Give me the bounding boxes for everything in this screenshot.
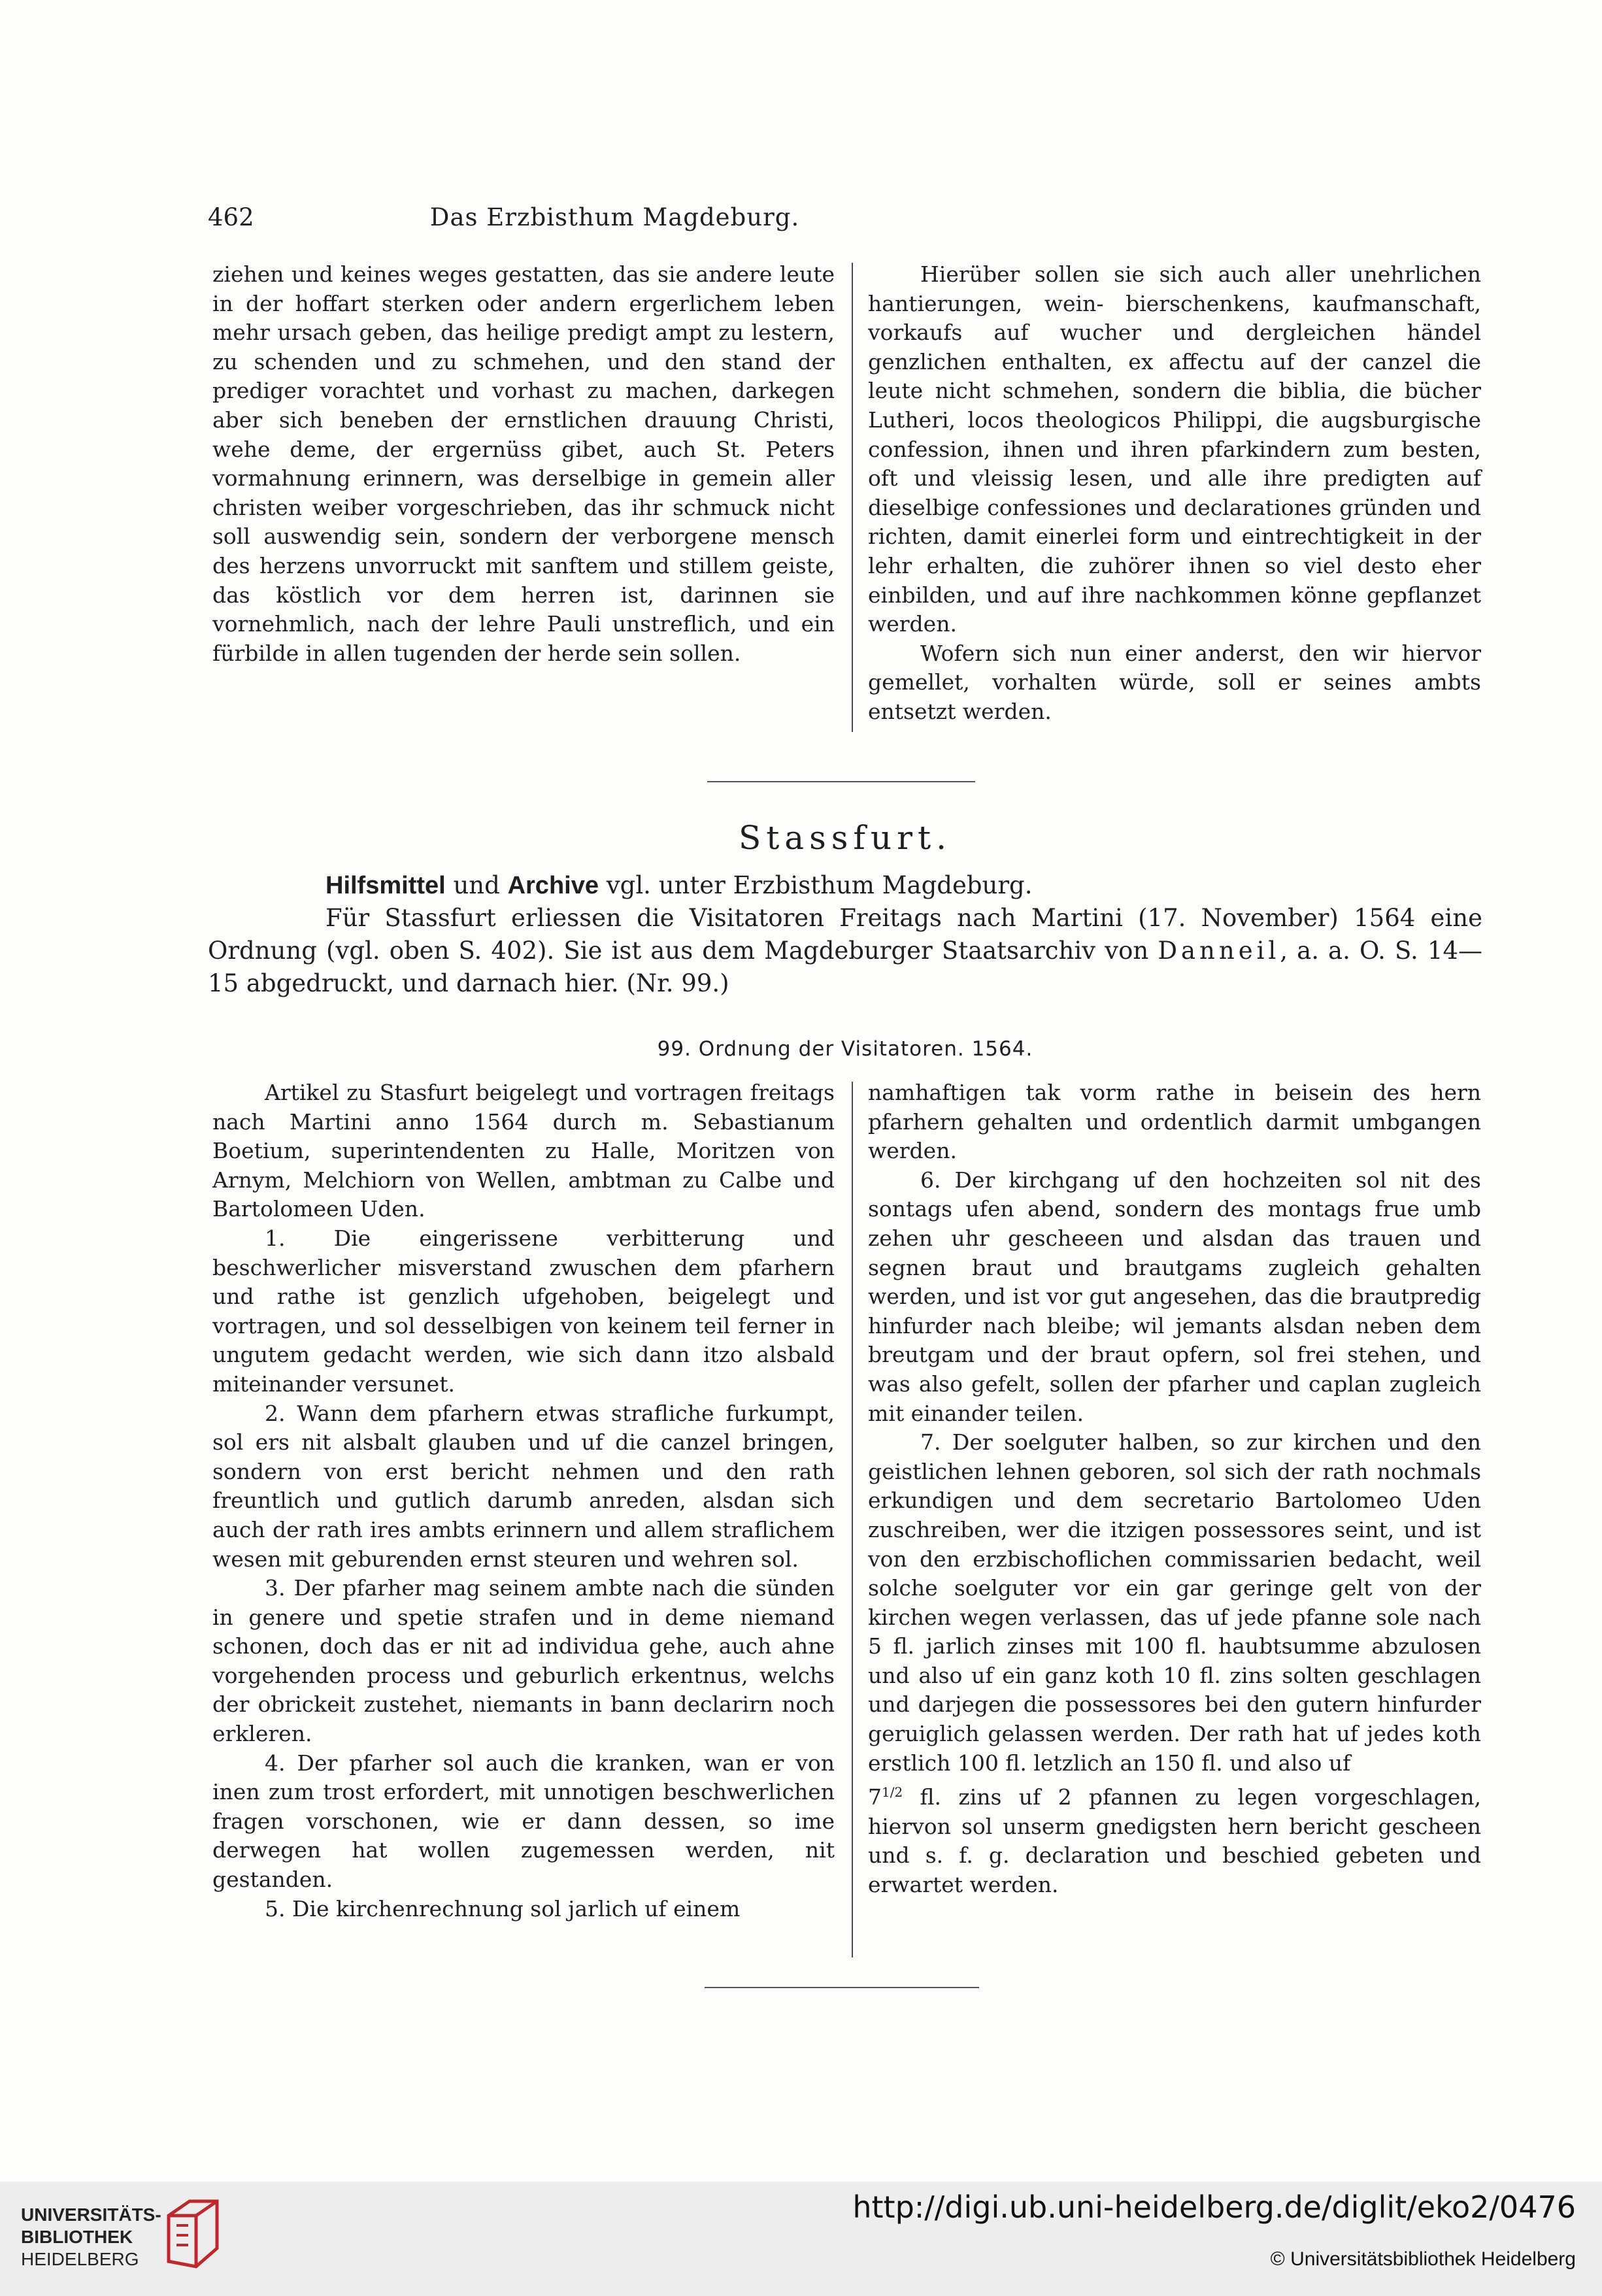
- top-right-column: [868, 260, 1481, 727]
- paragraph: ziehen und keines weges gestatten, das sie andere leute in der hoffart sterken oder andern ergerlichem leben mehr ursach geben, das heilige predigt ampt zu lestern, zu schenden und zu schmehen, und den stand der prediger vorachtet und vorhast zu machen, darkegen aber sich beneben der ernstlichen drauung Christi, wehe deme, der ergernüss gibet, auch St. Peters vormahnung erinnern, was derselbige in gemein aller christen weiber vorgeschrieben, das ihr schmuck nicht soll auswendig sein, sondern der verborgene mensch des herzens unvorruckt mit sanftem und stillem geiste, das köstlich vor dem herren ist, darinnen sie vornehmlich, nach der lehre Pauli unstreflich, und ein fürbilde in allen tugenden der herde sein sollen.: [212, 261, 835, 666]
- copyright-notice: © Universitätsbibliothek Heidelberg: [1270, 2248, 1576, 2270]
- intro-bold-1: Hilfsmittel: [325, 872, 446, 899]
- paragraph: Hierüber sollen sie sich auch aller unehrlichen hantierungen, wein- bierschenkens, kaufmanschaft, vorkaufs auf wucher und dergleichen händel genzlichen enthalten, ex affectu auf der canzel die leute nicht schmehen, sondern die biblia, die bücher Lutheri, locos theologicos Philippi, die augsburgische confession, ihnen und ihren pfarkindern zum besten, oft und vleissig lesen, und alle ihre predigten auf dieselbige confessiones und declarationes gründen und richten, damit einerlei form und eintrechtigkeit in der lehr erhalten, die zuhörer ihnen so viel desto eher einbilden, und auf ihre nachkommen könne gepflanzet werden.: [868, 261, 1481, 637]
- paragraph: 5. Die kirchenrechnung sol jarlich uf einem: [265, 1895, 741, 1922]
- library-logo-text: UNIVERSITÄTS- BIBLIOTHEK HEIDELBERG: [21, 2204, 161, 2269]
- paragraph: $7^{1/2}$ fl. zins uf 2 pfannen zu legen vorgeschlagen, hiervon sol unserm gnedigsten hern bericht gescheen und s. f. g. declaration und beschied gebeten und erwartet werden.: [868, 1784, 1481, 1898]
- paragraph: namhaftigen tak vorm rathe in beisein des hern pfarhern gehalten und ordentlich darmit umbgangen werden.: [868, 1080, 1481, 1164]
- permalink-url[interactable]: http://digi.ub.uni-heidelberg.de/diglit/eko2/0476: [852, 2189, 1576, 2225]
- fraction: $7^{1/2}$: [868, 1784, 903, 1810]
- top-left-column: [212, 260, 835, 668]
- paragraph: Artikel zu Stasfurt beigelegt und vortragen freitags nach Martini anno 1564 durch m. Sebastianum Boetium, superintendenten zu Halle, Moritzen von Arnym, Melchiorn von Wellen, ambtman zu Calbe und Bartolomeen Uden.: [212, 1080, 835, 1222]
- section-title: Stassfurt.: [738, 819, 952, 857]
- intro-text: und: [445, 871, 508, 899]
- library-logo-icon: [163, 2196, 222, 2274]
- paragraph: 7. Der soelguter halben, so zur kirchen und den geistlichen lehnen geboren, sol sich der rath nochmals erkundigen und dem secretario Bartolomeo Uden zuschreiben, wer die itzigen possessores seint, und ist von den erzbischoflichen commissarien bedacht, weil solche soelguter vor ein gar geringe gelt von der kirchen wegen verlassen, das uf jede pfanne sole nach 5 fl. jarlich zinses mit 100 fl. haubtsumme abzulosen und also uf ein ganz koth 10 fl. zins solten geschlagen und darjegen die possessores bei den gutern hinfurder geruiglich gelassen werden. Der rath hat uf jedes koth erstlich 100 fl. letzlich an 150 fl. und also uf: [868, 1429, 1481, 1776]
- intro-bold-2: Archive: [507, 872, 599, 899]
- page-number: 462: [208, 203, 254, 231]
- paragraph: 4. Der pfarher sol auch die kranken, wan er von inen zum trost erfordert, mit unnotigen beschwerlichen fragen vorschonen, wie er dann dessen, so ime derwegen hat wollen zugemessen werden, nit gestanden.: [212, 1750, 835, 1893]
- paragraph: 6. Der kirchgang uf den hochzeiten sol nit des sontags ufen abend, sondern des montags frue umb zehen uhr gescheeen und alsdan das trauen und segnen braut und brautgams zugleich gehalten werden, und ist vor gut angesehen, das die brautpredig hinfurder nach bleibe; wil jemants alsdan neben dem breutgam und der braut opfern, sol frei stehen, und was also gefelt, sollen der pfarher und caplan zugleich mit einander teilen.: [868, 1167, 1481, 1426]
- section-rule: [707, 781, 975, 782]
- column-divider: [852, 263, 853, 732]
- paragraph: 1. Die eingerissene verbitterung und beschwerlicher misverstand zwuschen dem pfarhern und rathe ist genzlich ufgehoben, beigelegt und vortragen, und sol desselbigen von keinem teil ferner in ungutem gedacht werden, wie sich dann itzo alsbald miteinander versunet.: [212, 1225, 835, 1397]
- paragraph: Wofern sich nun einer anderst, den wir hiervor gemellet, vorhalten würde, soll er seines ambts entsetzt werden.: [868, 640, 1481, 724]
- bottom-right-column: [868, 1078, 1481, 1900]
- running-title: Das Erzbisthum Magdeburg.: [429, 203, 800, 231]
- intro-text: , a. a. O. S. 14—15 abgedruckt, und darnach hier. (Nr. 99.): [208, 937, 1482, 997]
- intro-text: vgl. unter Erzbisthum Magdeburg.: [598, 871, 1033, 899]
- bottom-left-column: [212, 1078, 835, 1923]
- document-heading: 99. Ordnung der Visitatoren. 1564.: [657, 1037, 1033, 1061]
- running-head: [208, 203, 1022, 233]
- end-rule: [705, 1987, 979, 1988]
- paragraph: 3. Der pfarher mag seinem ambte nach die sünden in genere und spetie strafen und in deme niemand schonen, doch das er nit ad individua gehe, auch ahne vorgehenden process und geburlich erkentnus, welchs der obrickeit zustehet, niemants in bann declarirn noch erkleren.: [212, 1575, 835, 1747]
- column-divider: [852, 1082, 853, 1957]
- paragraph: 2. Wann dem pfarhern etwas strafliche furkumpt, sol ers nit alsbalt glauben und uf die canzel bringen, sondern von erst bericht nehmen und den rath freuntlich und gutlich darumb anreden, alsdan sich auch der rath ires ambts erinnern und allem straflichem wesen mit geburenden ernst steuren und wehren sol.: [212, 1400, 835, 1572]
- section-intro: [208, 869, 1482, 1000]
- author-name: Danneil: [1158, 937, 1280, 965]
- intro-text: Für Stassfurt erliessen die Visitatoren Freitags nach Martini (17. November) 1564 eine Ordnung (vgl. oben S. 402). Sie ist aus dem Magdeburger Staatsarchiv von: [208, 904, 1482, 965]
